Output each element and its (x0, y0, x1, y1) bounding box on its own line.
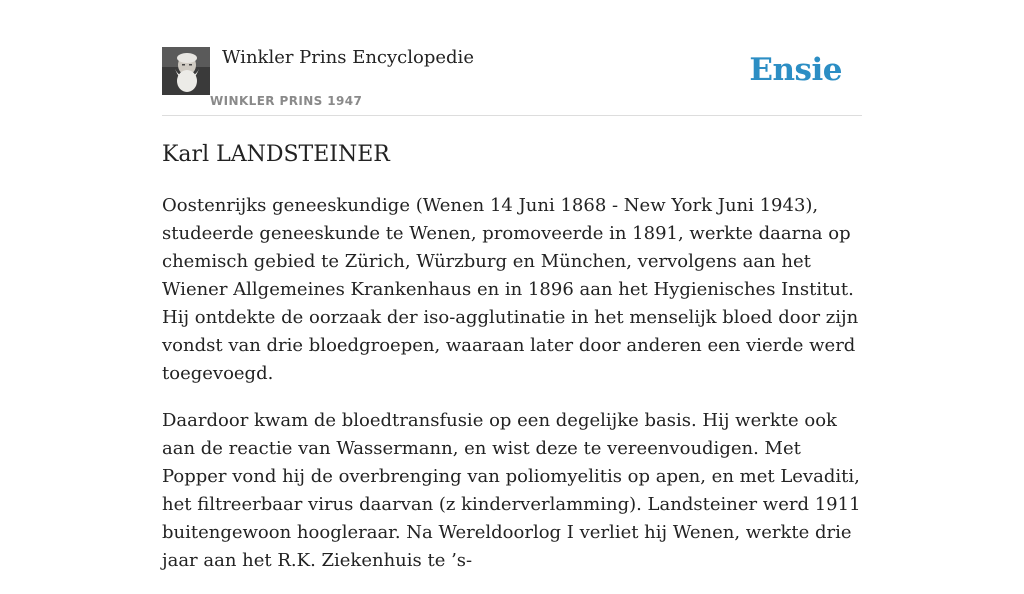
publication-avatar[interactable] (162, 47, 210, 95)
publication-subtitle[interactable]: WINKLER PRINS 1947 (210, 94, 363, 108)
header-divider (162, 115, 862, 116)
article-body (162, 192, 862, 594)
bearded-man-portrait-icon (162, 47, 210, 95)
article-paragraph-2: Daardoor kwam de bloedtransfusie op een degelijke basis. Hij werkte ook aan de reactie van Wassermann, en wist deze te vereenvoudigen. Met Popper vond hij de overbrenging van poliomyelitis op apen, en met Levaditi, het filtreerbaar virus daarvan (z kinderverlamming). Landsteiner werd 1911 buitengewoon hoogleraar. Na Wereldoorlog I verliet hij Wenen, werkte drie jaar aan het R.K. Ziekenhuis te ’s- (162, 410, 861, 571)
publication-title[interactable]: Winkler Prins Encyclopedie (222, 47, 474, 68)
ensie-logo-link[interactable]: Ensie (749, 52, 842, 88)
article-title: Karl LANDSTEINER (162, 142, 390, 167)
article-paragraph-1: Oostenrijks geneeskundige (Wenen 14 Juni 1868 - New York Juni 1943), studeerde geneeskunde te Wenen, promoveerde in 1891, werkte daarna op chemisch gebied te Zürich, Würzburg en München, vervolgens aan het Wiener Allgemeines Krankenhaus en in 1896 aan het Hygienisches Institut. Hij ontdekte de oorzaak der iso-agglutinatie in het menselijk bloed door zijn vondst van drie bloedgroepen, waaraan later door anderen een vierde werd toegevoegd. (162, 195, 859, 384)
